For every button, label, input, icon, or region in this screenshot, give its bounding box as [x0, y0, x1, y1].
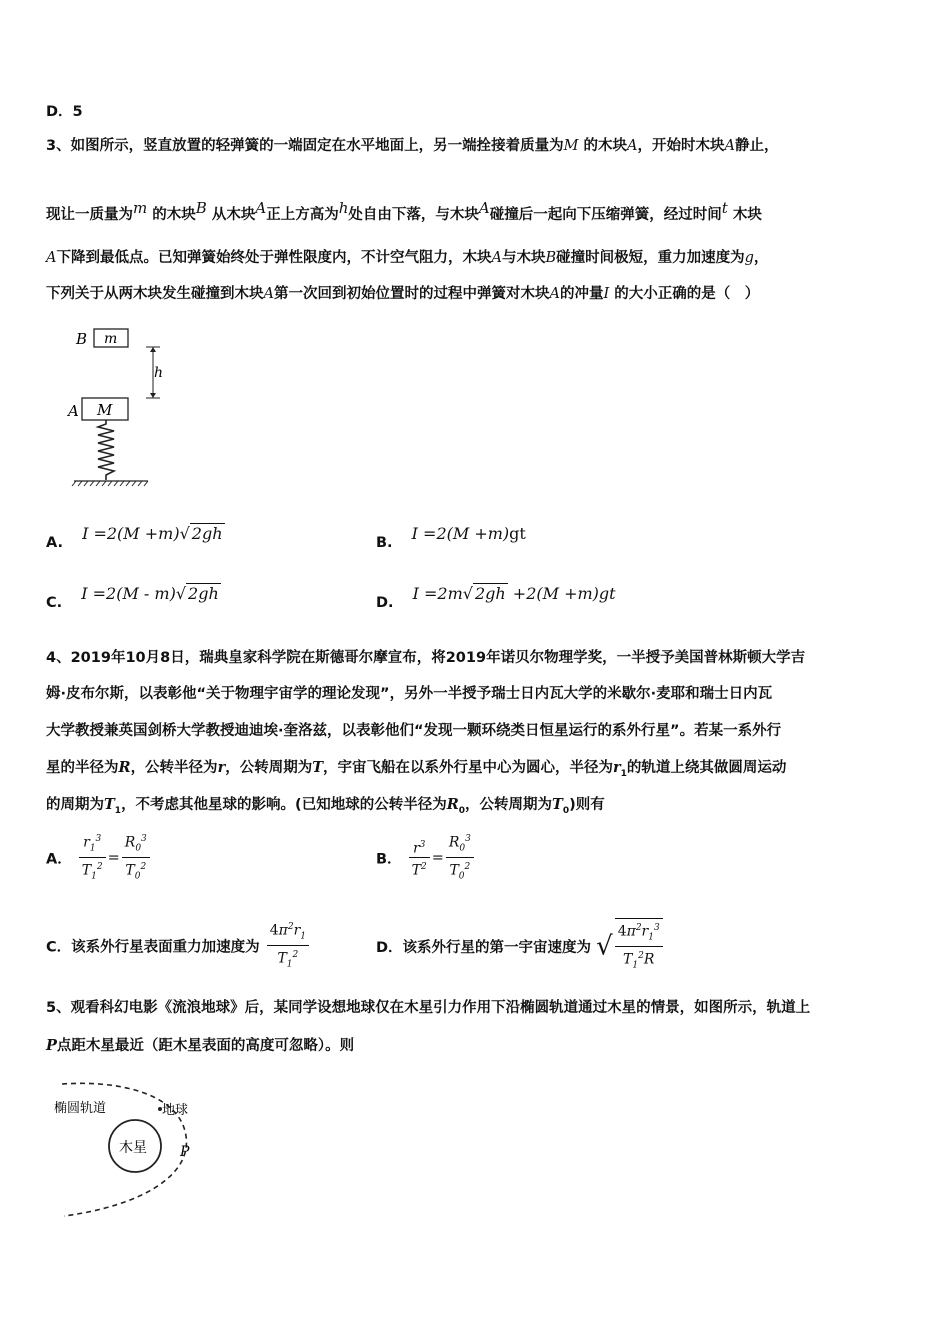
q4-option-b[interactable]: B． $\frac{r^3}{T^2}$ = $\frac{R_0^3}{T_0^2}$: [376, 830, 476, 886]
spring-block-figure: [66, 324, 176, 490]
label-a: A: [68, 402, 79, 420]
q5-line-1: 5、观看科幻电影《流浪地球》后，某同学设想地球仅在木星引力作用下沿椭圆轨道通过木星的情景，如图所示，轨道上: [46, 1000, 811, 1016]
q3-line-4: 下列关于从两木块发生碰撞到木块A第一次回到初始位置时的过程中弹簧对木块A的冲量I 的大小正确的是（ ）: [46, 286, 760, 302]
q4-line-3: 大学教授兼英国剑桥大学教授迪迪埃·奎洛兹，以表彰他们“发现一颗环绕类日恒星运行的系外行星”。若某一系外行: [46, 723, 782, 739]
q3-option-a[interactable]: A. I =2(M +m)√ 2gh: [46, 524, 223, 551]
q3-line-3: A下降到最低点。已知弹簧始终处于弹性限度内，不计空气阻力，木块A与木块B碰撞时间极短，重力加速度为g，: [46, 250, 769, 266]
spring: [98, 420, 114, 480]
q4-option-c[interactable]: C．该系外行星表面重力加速度为 $\frac{4\pi^2r_1}{T_1^2}$: [46, 918, 311, 974]
label-b: B: [76, 330, 88, 348]
earth-label: 地球: [162, 1103, 189, 1118]
q3-option-c[interactable]: C. I =2(M - m)√ 2gh: [46, 584, 219, 611]
q2-option-d: D．5: [46, 104, 83, 120]
label-h: h: [154, 365, 164, 381]
q3-option-b[interactable]: B. I =2(M +m)gt: [376, 524, 526, 551]
label-big-m: M: [97, 401, 113, 419]
q4-option-d[interactable]: D．该系外行星的第一宇宙速度为 √ $\frac{4\pi^2r_1^3}{T_1^2R}$: [376, 918, 665, 975]
q3-option-d[interactable]: D. I =2m√ 2gh +2(M +m)gt: [376, 584, 616, 611]
jupiter-orbit-figure: [50, 1076, 220, 1226]
label-m: m: [104, 331, 118, 347]
q3-line-2: 现让一质量为$^m$ 的木块$^B$ 从木块$^A$正上方高为$^h$处自由下落，与木块$^A$碰撞后一起向下压缩弹簧，经过时间$^t$ 木块: [46, 199, 762, 223]
q5-line-2: P点距木星最近（距木星表面的高度可忽略）。则: [46, 1037, 355, 1054]
q4-line-1: 4、2019年10月8日，瑞典皇家科学院在斯德哥尔摩宣布，将2019年诺贝尔物理学奖，一半授予美国普林斯顿大学吉: [46, 650, 806, 666]
orbit-label: 椭圆轨道: [54, 1101, 107, 1116]
q4-option-a[interactable]: A． $\frac{r_1^3}{T_1^2}$ = $\frac{R_0^3}{T_0^2}$: [46, 830, 152, 886]
q4-line-4: 星的半径为R，公转半径为r，公转周期为T，宇宙飞船在以系外行星中心为圆心，半径为$r_1$的轨道上绕其做圆周运动: [46, 759, 787, 779]
q4-line-2: 姆·皮布尔斯，以表彰他“关于物理宇宙学的理论发现”，另外一半授予瑞士日内瓦大学的米歇尔·麦耶和瑞士日内瓦: [46, 686, 773, 702]
q4-line-5: 的周期为$T_1$，不考虑其他星球的影响。(已知地球的公转半径为$R_0$，公转周期为$T_0$)则有: [46, 796, 605, 816]
jupiter-label: 木星: [119, 1140, 147, 1156]
q3-line-1: 3、如图所示，竖直放置的轻弹簧的一端固定在水平地面上，另一端拴接着质量为M 的木块A，开始时木块A静止，: [46, 138, 779, 154]
point-p-label: P: [180, 1144, 190, 1160]
